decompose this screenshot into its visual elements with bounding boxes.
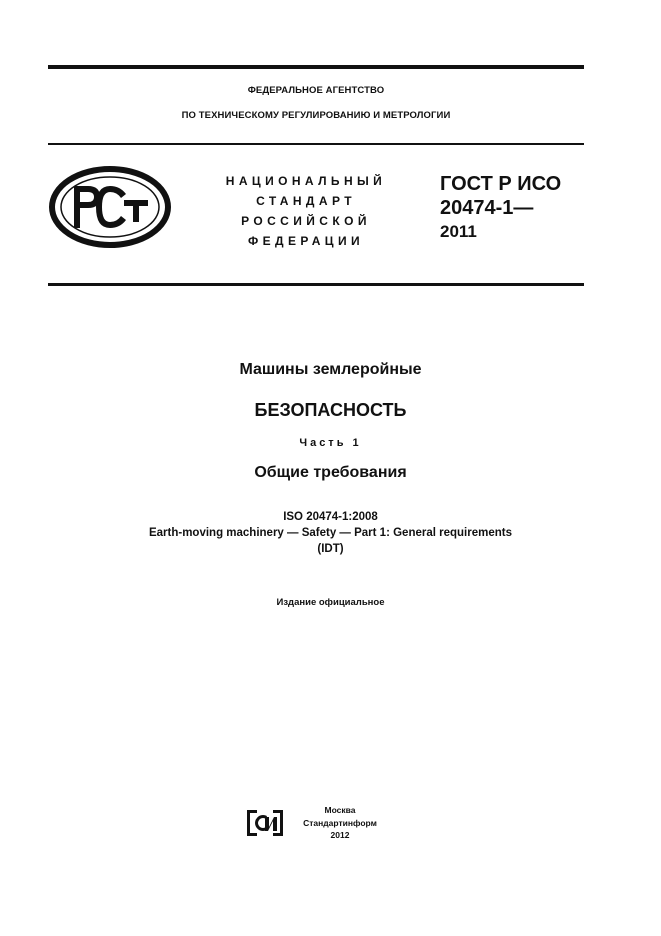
part-title: Общие требования [254,464,407,481]
national-standard-line: РОССИЙСКОЙ [241,214,371,228]
header-divider [48,143,584,145]
iso-identity-degree: (IDT) [317,543,344,555]
national-standard-line: ФЕДЕРАЦИИ [247,234,365,248]
subject-title: Машины землеройные [239,361,422,378]
designation-line: ГОСТ Р ИСО [440,173,562,195]
national-standard-line: НАЦИОНАЛЬНЫЙ [225,174,387,188]
publisher-name: Стандартинформ [303,817,377,828]
main-title: БЕЗОПАСНОСТЬ [254,400,407,420]
edition-note: Издание официальное [276,597,385,608]
standard-designation [440,172,561,244]
top-rule [48,65,584,69]
national-standard-line: СТАНДАРТ [256,194,356,208]
iso-code: ISO 20474-1:2008 [283,511,378,523]
part-label: Часть 1 [299,437,362,449]
designation-line: 20474-1— [440,197,534,219]
standartinform-logo-icon [245,808,285,838]
national-standard-label [200,171,412,251]
gost-r-logo-icon [48,164,172,250]
publisher-city: Москва [324,805,356,815]
iso-english-title: Earth-moving machinery — Safety — Part 1: General requirements [148,527,512,539]
masthead-bottom-rule [48,283,584,286]
agency-name-line1: ФЕДЕРАЛЬНОЕ АГЕНТСТВО [247,85,385,96]
publisher-imprint [292,804,388,842]
designation-line: 2011 [440,222,477,241]
publication-year: 2012 [330,830,350,840]
agency-name-line2: ПО ТЕХНИЧЕСКОМУ РЕГУЛИРОВАНИЮ И МЕТРОЛОГИИ [181,110,451,121]
